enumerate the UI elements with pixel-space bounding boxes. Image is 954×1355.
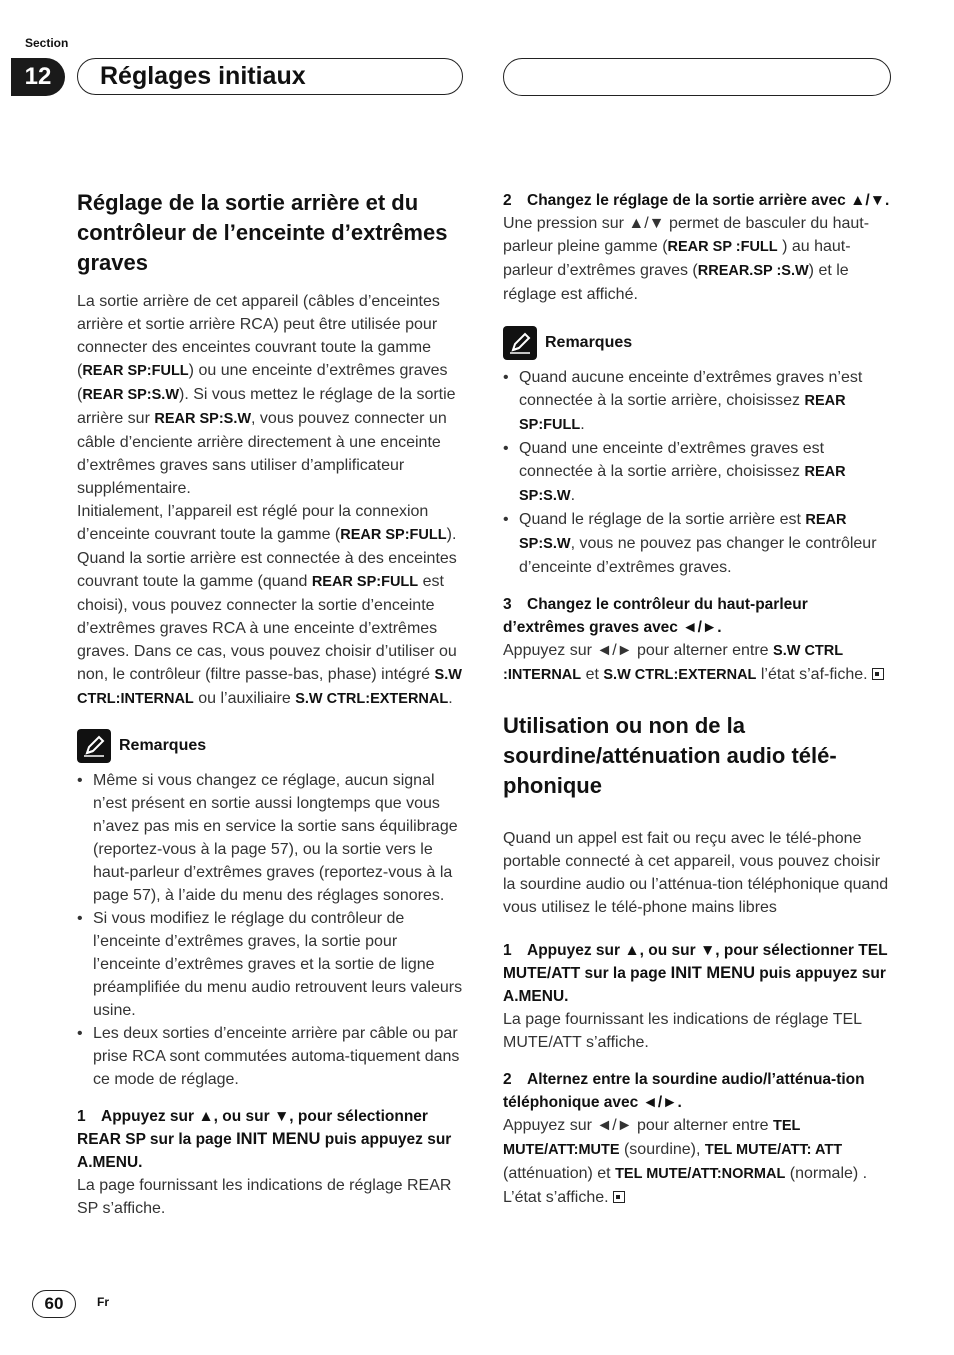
end-stop-icon	[872, 668, 884, 680]
code-label: S.W CTRL:EXTERNAL	[603, 667, 757, 683]
notes-header	[77, 729, 467, 763]
code-label: TEL MUTE/ATT: ATT	[704, 1142, 843, 1158]
language-code: Fr	[97, 1295, 109, 1309]
step-1-instruction: 1 Appuyez sur ▲, ou sur ▼, pour sélectionner REAR SP sur la page INIT MENU puis appuyez sur A.MENU.	[77, 1108, 452, 1171]
code-label: REAR SP:S.W	[82, 387, 179, 403]
list-item: • Les deux sorties d’enceinte arrière par câble ou par prise RCA sont commutées automa-tiquement dans ce mode de réglage.	[77, 1022, 467, 1091]
code-label: TEL MUTE/ATT:NORMAL	[615, 1166, 786, 1182]
notes-header	[503, 326, 893, 360]
step-3-instruction: 3 Changez le contrôleur du haut-parleur d’extrêmes graves avec ◄/►.	[503, 596, 808, 636]
phone-step-1-result: La page fournissant les indications de réglage TEL MUTE/ATT s’affiche.	[503, 1011, 862, 1051]
phone-step-2-result: Appuyez sur ◄/► pour alterner entre TEL MUTE/ATT:MUTE (sourdine), TEL MUTE/ATT: ATT (atténuation) et TEL MUTE/ATT:NORMAL (normale) . L’état s’affiche.	[503, 1117, 868, 1206]
step-2-result: Une pression sur ▲/▼ permet de basculer du haut-parleur pleine gamme (REAR SP :FULL ) au haut-parleur d’extrêmes graves (RREAR.SP :S.W) et le réglage est affiché.	[503, 215, 870, 303]
end-stop-icon	[613, 1191, 625, 1203]
section-heading-rear-output: Réglage de la sortie arrière et du contrôleur de l’enceinte d’extrêmes graves	[77, 190, 448, 275]
right-column	[503, 189, 893, 1209]
code-label: S.W CTRL :INTERNAL	[503, 643, 843, 683]
intro-paragraph: La sortie arrière de cet appareil (câbles d’enceintes arrière et sortie arrière RCA) peut être utilisée pour connecter des enceintes couvrant toute la gamme (REAR SP:FULL) ou une enceinte d’extrêmes graves (REAR SP:S.W). Si vous mettez le réglage de la sortie arrière sur REAR SP:S.W, vous pouvez connecter un câble d’enciente arrière directement à une enceinte d’extrêmes graves sans utiliser d’amplificateur supplémentaire. Initialement, l’appareil est réglé pour la connexion d’enceinte couvrant toute la gamme (REAR SP:FULL).	[77, 293, 457, 543]
code-label: S.W CTRL:INTERNAL	[77, 667, 462, 707]
code-label: S.W CTRL:EXTERNAL	[295, 691, 449, 707]
notes-title: Remarques	[119, 737, 207, 754]
code-label: TEL MUTE/ATT:MUTE	[503, 1118, 801, 1158]
list-item: • Même si vous changez ce réglage, aucun signal n’est présent en sortie aussi longtemps que vous n’avez pas mis en service la sortie sans équilibrage (reportez-vous à la page 57), ou la sortie vers le haut-parleur d’extrêmes graves (reportez-vous à la page 57), à l’aide du menu des réglages sonores.	[77, 769, 467, 907]
pencil-note-icon	[77, 729, 111, 763]
code-label: REAR SP:FULL	[340, 527, 447, 543]
paragraph-subwoofer: Quand la sortie arrière est connectée à des enceintes couvrant toute la gamme (quand REAR SP:FULL est choisi), vous pouvez connecter la sortie d’enceinte d’extrêmes graves RCA à une enceinte d’extrêmes graves. Dans ce cas, vous pouvez choisir d’utiliser ou non, le contrôleur (filtre passe-bas, phase) intégré S.W CTRL:INTERNAL ou l’auxiliaire S.W CTRL:EXTERNAL.	[77, 550, 462, 707]
list-item: • Quand une enceinte d’extrêmes graves est connectée à la sortie arrière, choisissez REAR SP:S.W.	[503, 437, 893, 508]
list-item: • Si vous modifiez le réglage du contrôleur de l’enceinte d’extrêmes graves, la sortie pour l’enceinte d’extrêmes graves et la sortie de ligne préamplifiée du menu audio retrouvent leurs valeurs usine.	[77, 907, 467, 1022]
phone-step-2-instruction: 2 Alternez entre la sourdine audio/l’atténua-tion téléphonique avec ◄/►.	[503, 1071, 865, 1111]
code-label: REAR SP :FULL	[667, 239, 778, 255]
section-heading-phone-mute: Utilisation ou non de la sourdine/atténuation audio télé-phonique	[503, 713, 837, 798]
left-column	[77, 188, 467, 1220]
code-label: RREAR.SP :S.W	[697, 263, 809, 279]
list-item: • Quand le réglage de la sortie arrière est REAR SP:S.W, vous ne pouvez pas changer le contrôleur d’enceinte d’extrêmes graves.	[503, 508, 893, 579]
notes-list	[503, 366, 893, 579]
step-3-result: Appuyez sur ◄/► pour alterner entre S.W CTRL :INTERNAL et S.W CTRL:EXTERNAL l’état s’af-fiche.	[503, 639, 893, 687]
chapter-title: Réglages initiaux	[77, 58, 463, 95]
notes-title: Remarques	[545, 334, 633, 351]
code-label: REAR SP:FULL	[82, 363, 189, 379]
page-number: 60	[32, 1290, 76, 1318]
section-label: Section	[25, 36, 69, 50]
section-number-badge: 12	[11, 58, 65, 96]
code-label: REAR SP:FULL	[311, 574, 419, 590]
notes-list	[77, 769, 467, 1091]
step-2-instruction: 2 Changez le réglage de la sortie arrière avec ▲/▼.	[503, 192, 890, 209]
step-1-result: La page fournissant les indications de réglage REAR SP s’affiche.	[77, 1177, 452, 1217]
code-label: REAR SP:S.W	[154, 411, 252, 427]
list-item: • Quand aucune enceinte d’extrêmes graves n’est connectée à la sortie arrière, choisissez REAR SP:FULL.	[503, 366, 893, 437]
header-empty-box	[503, 58, 891, 96]
phone-step-1-instruction: 1 Appuyez sur ▲, ou sur ▼, pour sélectionner TEL MUTE/ATT sur la page INIT MENU puis appuyez sur A.MENU.	[503, 942, 888, 1005]
pencil-note-icon	[503, 326, 537, 360]
phone-mute-paragraph: Quand un appel est fait ou reçu avec le télé-phone portable connecté à cet appareil, vous pouvez choisir la sourdine audio ou l’atténua-tion téléphonique quand vous utilisez le télé-phone mains libres	[503, 830, 889, 916]
